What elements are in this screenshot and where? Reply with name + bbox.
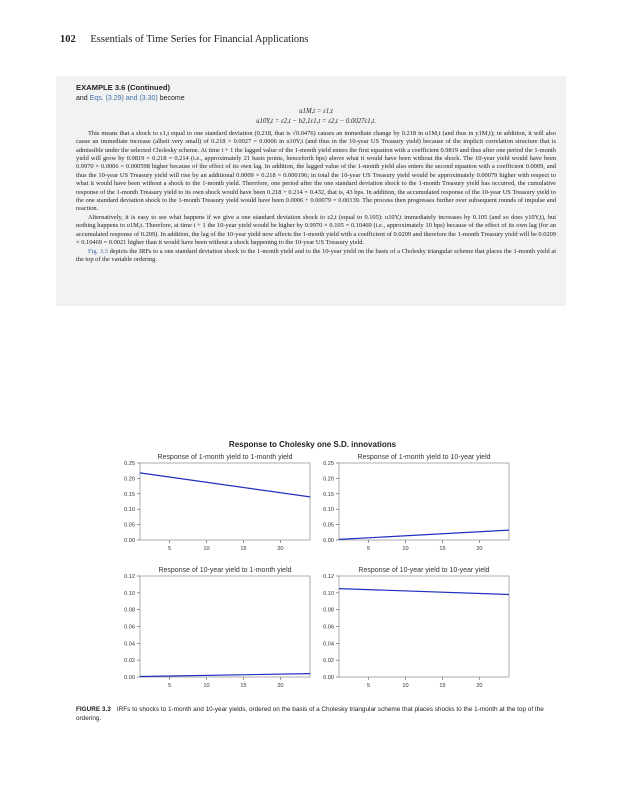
x-tick-label: 20: [476, 546, 483, 552]
y-tick-label: 0.00: [323, 538, 334, 544]
x-tick-label: 20: [277, 683, 284, 689]
y-tick-label: 0.10: [323, 507, 334, 514]
y-tick-label: 0.00: [124, 538, 135, 544]
y-tick-label: 0.00: [124, 675, 135, 681]
x-tick-label: 10: [402, 683, 409, 689]
panel-title-3: Response of 10-year yield to 1-month yield: [158, 567, 292, 574]
y-tick-label: 0.10: [124, 590, 135, 597]
x-tick-label: 5: [367, 546, 371, 552]
figure-title: Response to Cholesky one S.D. innovations: [228, 440, 397, 449]
caption-text: IRFs to shocks to 1-month and 10-year yields, ordered on the basis of a Cholesky triangular scheme that places shocks to the 1-month at the top of the ordering.: [76, 706, 544, 722]
paragraph-3-text: depicts the IRFs to a one standard deviation shock to the 1-month yield and to the 10-year yield on the basis of a Cholesky triangular scheme that places the 1-month yield at the top of the variable ordering.: [76, 247, 556, 263]
y-tick-label: 0.04: [124, 641, 135, 648]
paragraph-1: This means that a shock to ε1,t equal to one standard deviation (0.218, that is √0.0476) causes an immediate change by 0.218 in u1M,t (and thus in y1M,t); in addition, it will also cause an immediate increase (albeit very small) of 0.218 × 0.0027 = 0.0006 in u10Y,t (and thus in the 10-year US Treasury yield) because of the implicit correlation structure that is admissible under the selected Cholesky scheme. At time t + 1 the lagged value of the 1-month yield enters the first equation with a coefficient 0.9819 and thus after one period the 1-month yield will grow by 0.9819 × 0.218 = 0.214 (i.e., approximately 21 basis points, henceforth bps) above what it would have been without the shock. The 10-year yield would have been 0.9970 × 0.0006 = 0.000598 higher because of the effect of its own lag. In addition, the lagged value of the 1-month yield also enters the second equation with a coefficient 0.0009, and thus the 10-year US Treasury yield will rise by an additional 0.0009 × 0.218 = 0.000196; in total the 10-year US Treasury yield would be approximately 0.00079 higher with respect to what it would have been without a shock to the 1-month yield. Therefore, one period after the one standard deviation shock to the 1-month Treasury yield has occurred, the cumulative response of the 1-month Treasury yield to its own shock would have been 0.218 + 0.214 = 0.432, that is, 43 bps. In addition, the accumulated response of the 10-year US Treasury yield to the one standard deviation shock to the 1-month Treasury yield would have been 0.0006 + 0.00079 = 0.00139. The process then progresses further over subsequent rounds of impulse and reaction.: [76, 129, 556, 213]
equation-reference-link[interactable]: Eqs. (3.29) and (3.30): [89, 95, 158, 103]
y-tick-label: 0.08: [323, 607, 334, 614]
equation-2: u10Y,t = ε2,t − b2,1ε1,t = ε2,t − 0.0027ε1,t.: [256, 117, 376, 125]
page-number: 102: [60, 34, 76, 45]
x-tick-label: 15: [439, 683, 446, 689]
panel-title-2: Response of 1-month yield to 10-year yield: [357, 454, 491, 461]
caption-label: FIGURE 3.3: [76, 706, 111, 713]
x-tick-label: 20: [277, 546, 284, 552]
x-tick-label: 15: [240, 546, 247, 552]
y-tick-label: 0.06: [124, 624, 135, 631]
x-tick-label: 5: [367, 683, 371, 689]
figure-reference-link[interactable]: Fig. 3.3: [88, 247, 108, 255]
y-tick-label: 0.05: [124, 522, 135, 529]
y-tick-label: 0.04: [323, 641, 334, 648]
y-tick-label: 0.20: [124, 476, 135, 483]
panel-title-1: Response of 1-month yield to 1-month yield: [157, 454, 293, 461]
y-tick-label: 0.10: [124, 507, 135, 514]
y-tick-label: 0.00: [323, 675, 334, 681]
y-tick-label: 0.12: [323, 574, 334, 580]
y-tick-label: 0.15: [124, 491, 135, 498]
x-tick-label: 15: [439, 546, 446, 552]
y-tick-label: 0.10: [323, 590, 334, 597]
y-tick-label: 0.08: [124, 607, 135, 614]
panel-title-4: Response of 10-year yield to 10-year yield: [358, 567, 490, 574]
x-tick-label: 15: [240, 683, 247, 689]
plot-frame-1: [140, 463, 310, 540]
y-tick-label: 0.12: [124, 574, 135, 580]
plot-frame-2: [339, 463, 509, 540]
intro-suffix: become: [159, 95, 185, 103]
x-tick-label: 10: [203, 546, 210, 552]
paragraph-2: Alternatively, it is easy to see what happens if we give a one standard deviation shock to ε2,t (equal to 0.105): u10Y,t immediately increases by 0.105 (and so does y10Y,t), but nothing happens to u1M,t. Therefore, at time t + 1 the 10-year yield would be higher by 0.9970 × 0.105 = 0.10469 (i.e., approximately 10 bps) because of the effect of its own lag (for an accumulated response of 0.209). In addition, the lag of the 10-year yield now affects the 1-month yield with a coefficient of 0.0209 and therefore the 1-month Treasury yield will be 0.0209 × 0.10469 = 0.0021 higher than it would have been without a shock happening to the 10-year US Treasury yield.: [76, 213, 556, 247]
y-tick-label: 0.02: [323, 658, 334, 665]
x-tick-label: 20: [476, 683, 483, 689]
plot-frame-3: [140, 576, 310, 677]
y-tick-label: 0.05: [323, 522, 334, 529]
y-tick-label: 0.15: [323, 491, 334, 498]
intro-prefix: and: [76, 95, 88, 103]
x-tick-label: 5: [168, 683, 172, 689]
book-title: Essentials of Time Series for Financial Applications: [90, 34, 309, 45]
x-tick-label: 10: [402, 546, 409, 552]
figure-caption: [76, 706, 556, 723]
y-tick-label: 0.25: [323, 461, 334, 467]
example-title: EXAMPLE 3.6 (Continued): [76, 83, 171, 92]
x-tick-label: 5: [168, 546, 172, 552]
y-tick-label: 0.20: [323, 476, 334, 483]
y-tick-label: 0.06: [323, 624, 334, 631]
y-tick-label: 0.25: [124, 461, 135, 467]
x-tick-label: 10: [203, 683, 210, 689]
equation-1: u1M,t = ε1,t: [299, 107, 333, 115]
y-tick-label: 0.02: [124, 658, 135, 665]
